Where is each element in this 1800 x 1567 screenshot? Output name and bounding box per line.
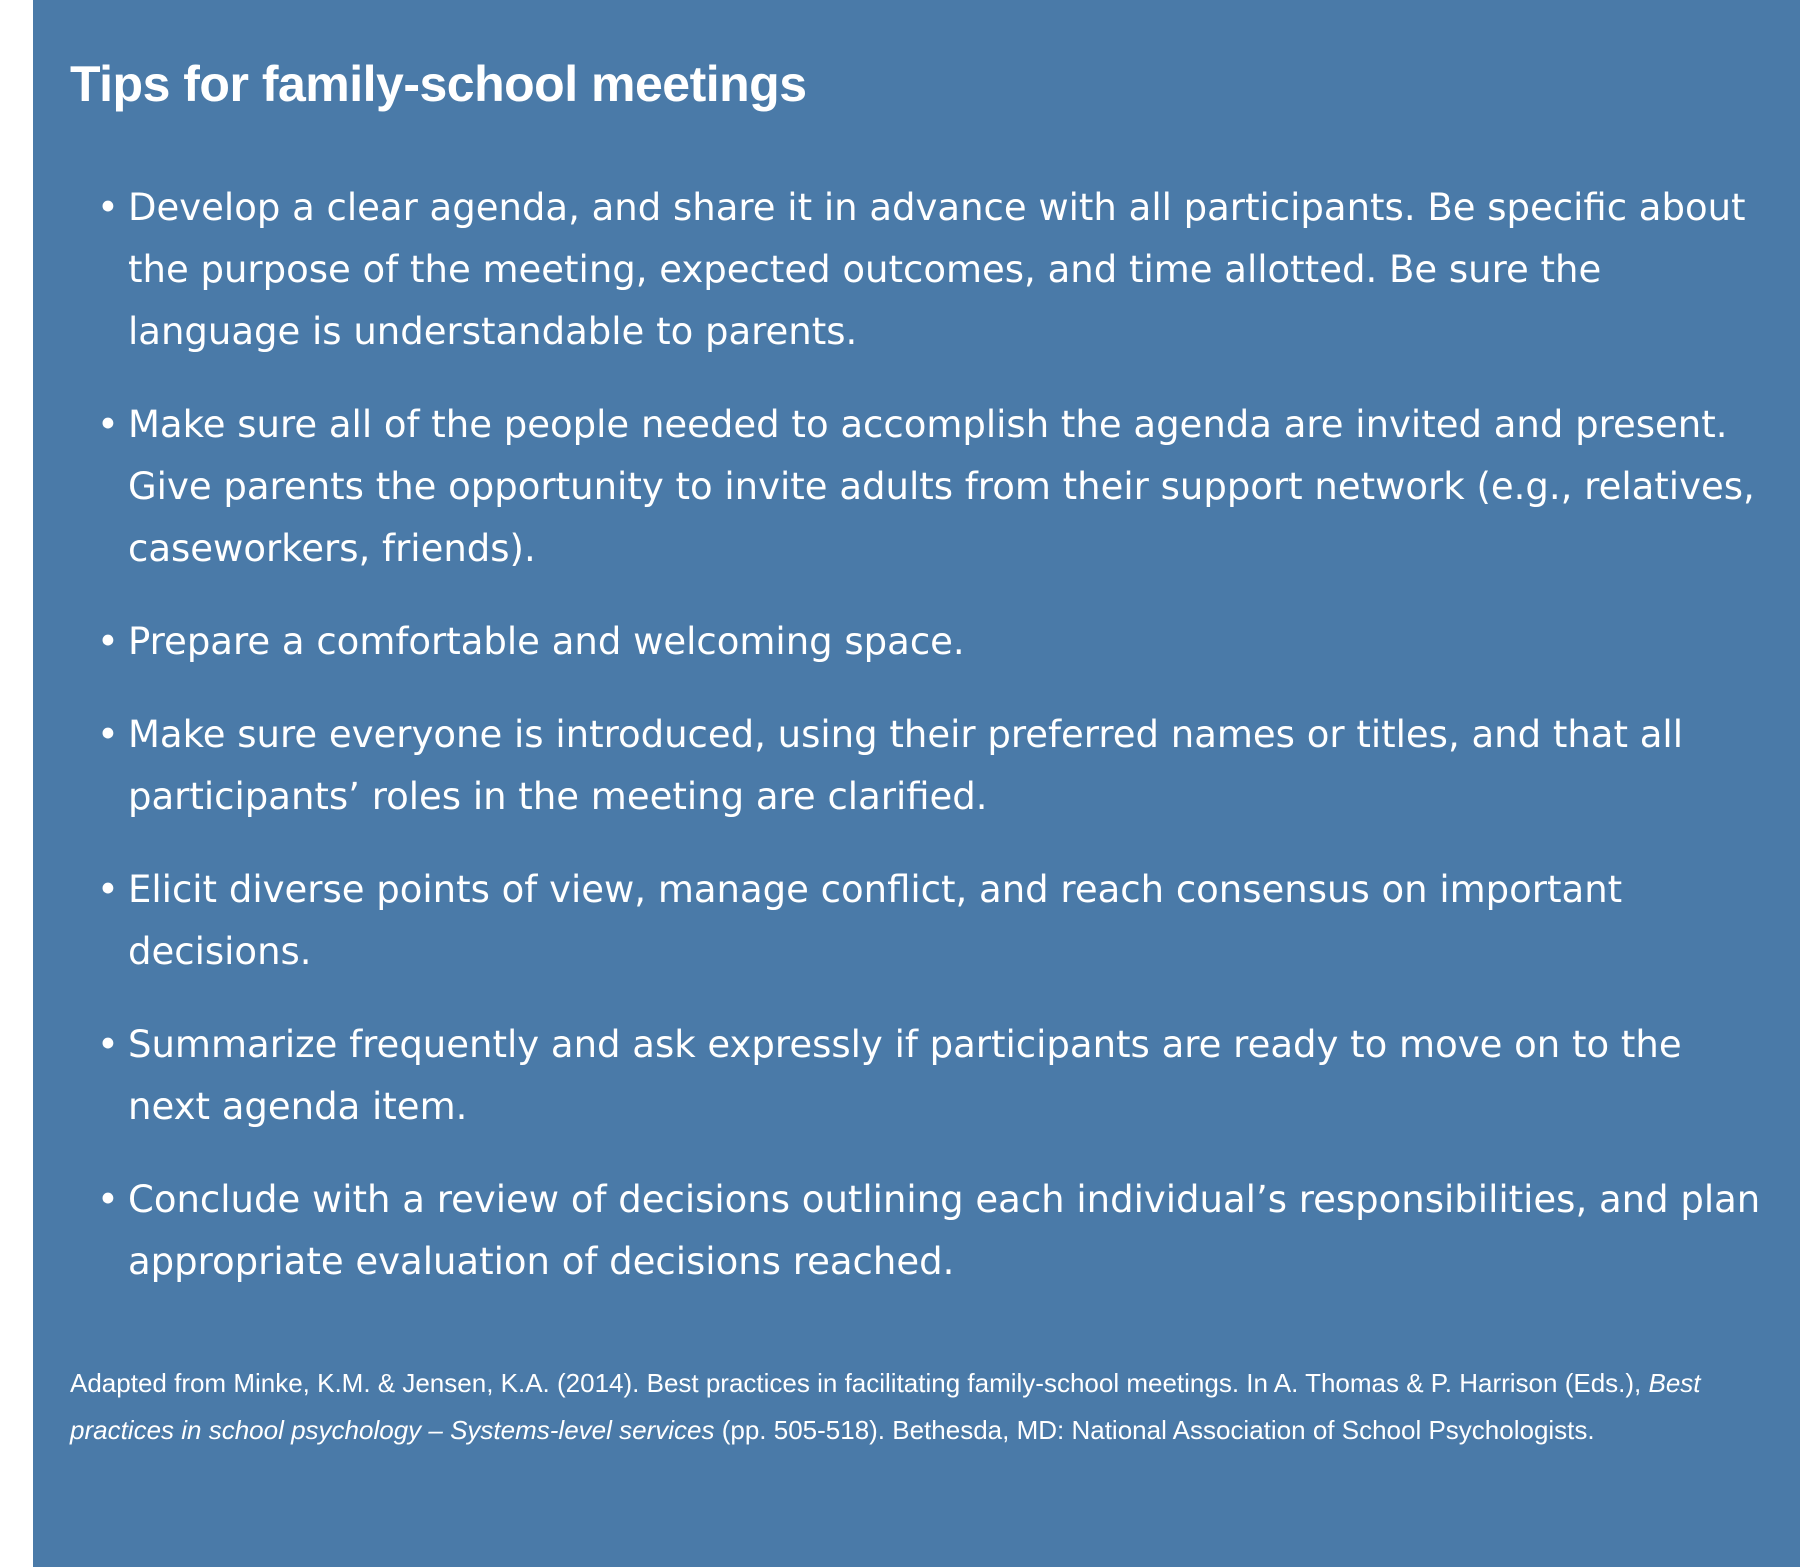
citation-text: Adapted from Minke, K.M. & Jensen, K.A. (2014). Best practices in facilitating family-school meetings. In A. Thomas & P. Harrison (Eds.), — [70, 1368, 1649, 1398]
tip-item — [97, 859, 1762, 983]
bullet-icon: • — [97, 1178, 119, 1221]
tip-item — [97, 1169, 1762, 1293]
tips-panel — [33, 0, 1800, 1567]
citation-publisher: (pp. 505-518). Bethesda, MD: National Association of School Psychologists. — [714, 1415, 1595, 1445]
citation-book-title: Best practices in school psychology – Systems-level services — [70, 1368, 1701, 1445]
tip-item — [97, 611, 1762, 673]
bullet-icon: • — [97, 1023, 119, 1066]
panel-title: Tips for family-school meetings — [70, 56, 807, 112]
bullet-icon: • — [97, 403, 119, 446]
tip-text: Develop a clear agenda, and share it in advance with all participants. Be specific about the purpose of the meeting, expected outcomes, and time allotted. Be sure the language is understandable to parents. — [128, 186, 1746, 353]
bullet-icon: • — [97, 713, 119, 756]
tip-item — [97, 177, 1762, 363]
bullet-icon: • — [97, 868, 119, 911]
tip-text: Prepare a comfortable and welcoming space. — [128, 620, 965, 663]
source-citation — [70, 1360, 1770, 1454]
tip-text: Summarize frequently and ask expressly if participants are ready to move on to the next agenda item. — [128, 1023, 1682, 1128]
tip-text: Make sure everyone is introduced, using their preferred names or titles, and that all participants’ roles in the meeting are clarified. — [128, 713, 1683, 818]
tip-text: Elicit diverse points of view, manage conflict, and reach consensus on important decisions. — [128, 868, 1623, 973]
tip-item — [97, 704, 1762, 828]
tip-item — [97, 1014, 1762, 1138]
tip-text: Conclude with a review of decisions outlining each individual’s responsibilities, and plan appropriate evaluation of decisions reached. — [128, 1178, 1761, 1283]
tip-text: Make sure all of the people needed to accomplish the agenda are invited and present. Give parents the opportunity to invite adults from their support network (e.g., relatives, caseworkers, friends). — [128, 403, 1755, 570]
bullet-icon: • — [97, 620, 119, 663]
tips-list — [97, 177, 1762, 1293]
tip-item — [97, 394, 1762, 580]
bullet-icon: • — [97, 186, 119, 229]
